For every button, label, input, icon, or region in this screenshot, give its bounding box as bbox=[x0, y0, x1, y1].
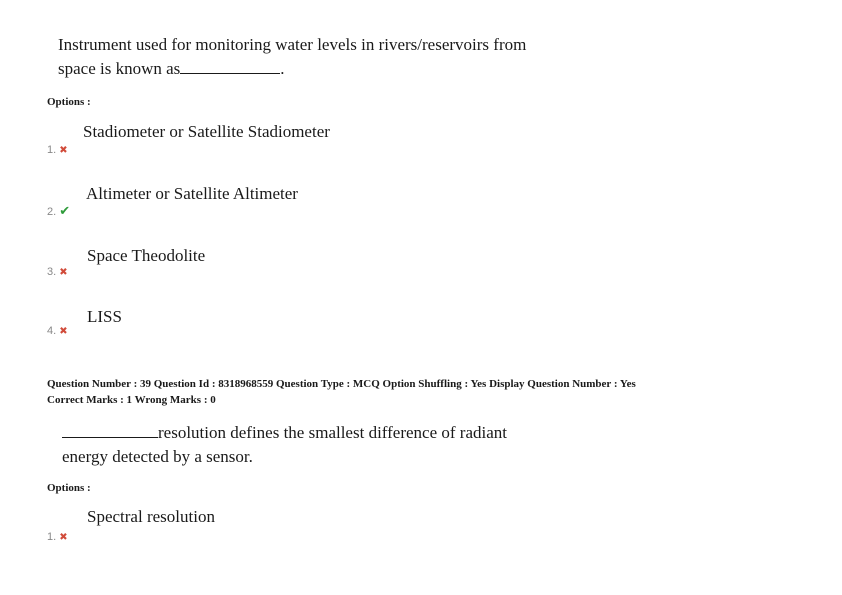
options-label: Options : bbox=[47, 482, 91, 494]
option-number-label: 1. bbox=[47, 531, 57, 543]
correct-check-icon: ✔ bbox=[59, 203, 71, 218]
option-text: Space Theodolite bbox=[87, 246, 206, 265]
question-text-line2 bbox=[58, 57, 285, 81]
option-text: Stadiometer or Satellite Stadiometer bbox=[83, 122, 330, 141]
option-number bbox=[47, 144, 68, 156]
option-number-label: 2. bbox=[47, 206, 57, 218]
question-text-suffix: . bbox=[280, 59, 285, 78]
question-meta-line1: Question Number : 39 Question Id : 8318968559 Question Type : MCQ Option Shuffling : Yes Display Question Number : Yes bbox=[47, 378, 636, 390]
option-text: LISS bbox=[87, 307, 122, 326]
option-number-label: 3. bbox=[47, 266, 57, 278]
options-label: Options : bbox=[47, 96, 91, 108]
question-text-rest: resolution defines the smallest difference of radiant bbox=[158, 423, 508, 442]
question-text-line1 bbox=[62, 421, 507, 445]
option-number bbox=[47, 203, 70, 219]
wrong-mark-icon: ✖ bbox=[59, 532, 68, 543]
question-text-line2: energy detected by a sensor. bbox=[62, 447, 253, 466]
wrong-mark-icon: ✖ bbox=[59, 326, 68, 337]
question-text-prefix: space is known as bbox=[58, 59, 181, 78]
option-text: Altimeter or Satellite Altimeter bbox=[86, 184, 298, 203]
wrong-mark-icon: ✖ bbox=[59, 145, 68, 156]
option-text: Spectral resolution bbox=[87, 507, 215, 526]
answer-blank bbox=[180, 59, 280, 74]
question-meta-line2: Correct Marks : 1 Wrong Marks : 0 bbox=[47, 394, 216, 406]
option-number bbox=[47, 266, 68, 278]
option-number bbox=[47, 325, 68, 337]
wrong-mark-icon: ✖ bbox=[59, 267, 68, 278]
option-number bbox=[47, 531, 68, 543]
option-number-label: 1. bbox=[47, 144, 57, 156]
answer-blank bbox=[62, 423, 158, 438]
option-number-label: 4. bbox=[47, 325, 57, 337]
question-text-line1: Instrument used for monitoring water levels in rivers/reservoirs from bbox=[58, 35, 527, 54]
